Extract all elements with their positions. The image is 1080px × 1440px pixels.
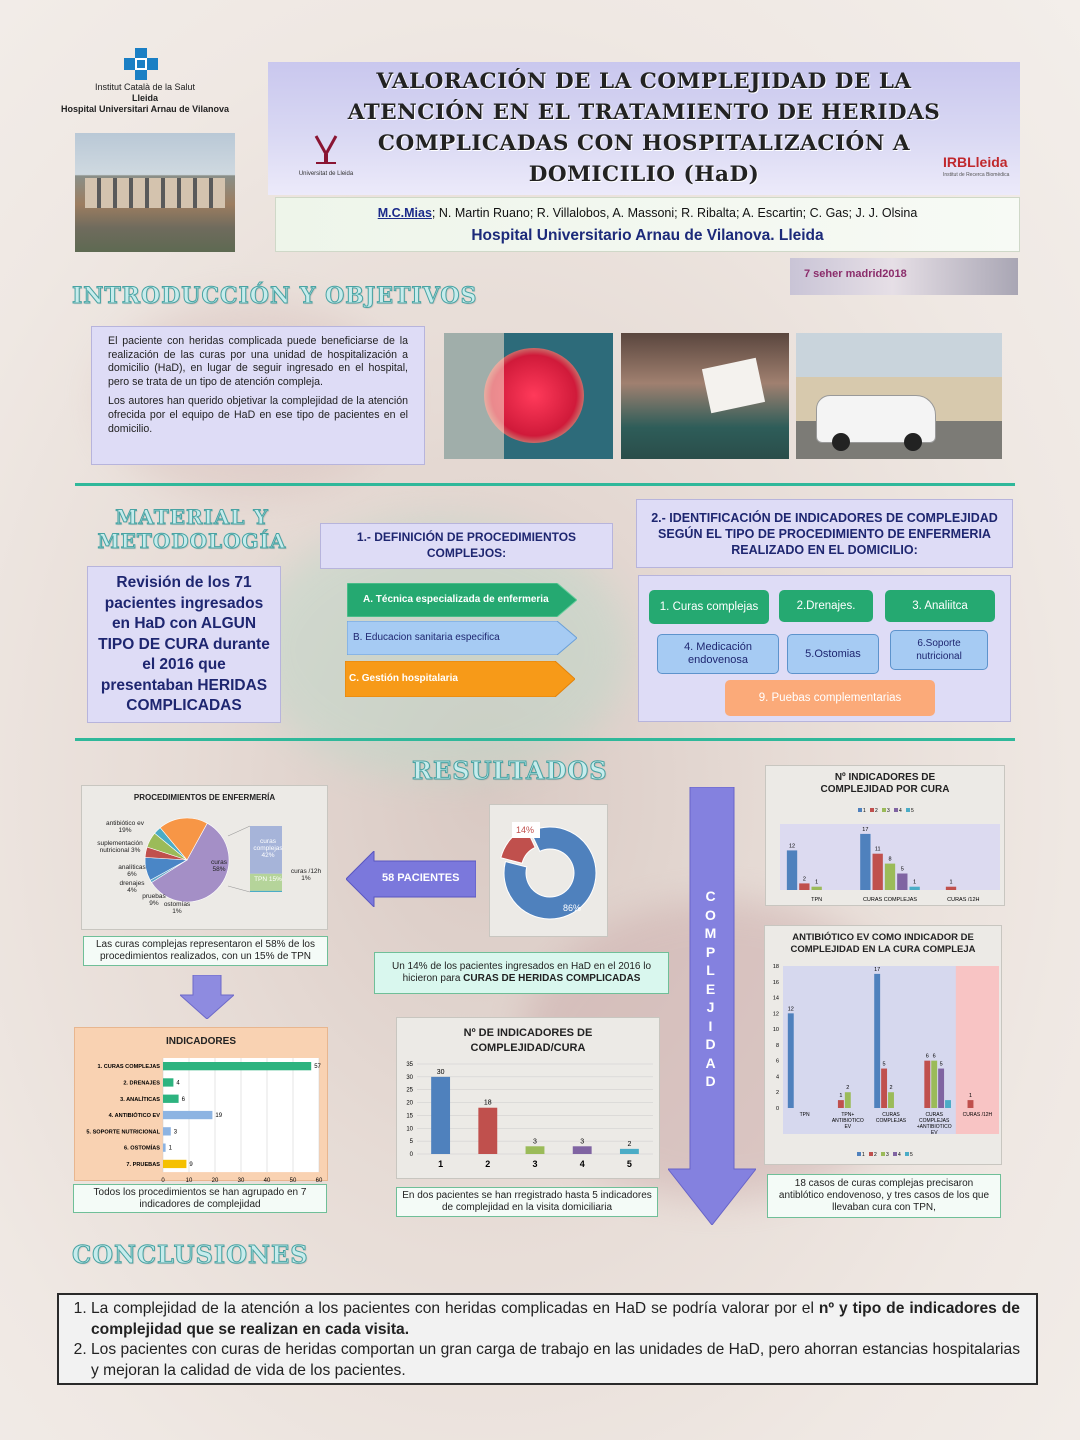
anti-val-1-1: 1	[839, 1093, 843, 1100]
ind-bar-1	[163, 1078, 173, 1086]
congress-logo: 7 seher madrid2018	[790, 258, 1018, 295]
anti-bar-2-0	[874, 974, 880, 1108]
authors-box	[275, 197, 1020, 252]
def-title: 1.- DEFINICIÓN DE PROCEDIMIENTOS COMPLEJOS:	[320, 523, 613, 569]
ncura-cat-0: 1	[438, 1159, 444, 1169]
porcura-val-2-1: 1	[949, 879, 953, 886]
ind-bar-6	[163, 1160, 186, 1168]
caption-anti: 18 casos de curas complejas precisaron antiblótico endovenoso, y tres casos de los que llevaban cura con TPN,	[767, 1174, 1001, 1218]
hospital-photo	[75, 133, 235, 252]
ind-xtick-1: 10	[185, 1178, 193, 1182]
anti-bar-2-1	[881, 1069, 887, 1108]
anti-bar-4-1	[968, 1100, 974, 1108]
anti-ytick-0: 0	[775, 1106, 779, 1112]
anti-highlight	[956, 966, 999, 1134]
anti-legend-swatch-0	[857, 1152, 861, 1156]
complejidad-label: COMPLEJIDAD	[704, 888, 720, 1089]
ind-1: 1. Curas complejas	[649, 590, 769, 624]
indicators-box	[638, 575, 1011, 722]
ncura-ytick-0: 0	[409, 1152, 413, 1158]
anti-ytick-4: 8	[775, 1042, 779, 1049]
ncura-cat-2: 3	[532, 1159, 538, 1169]
anti-ytick-7: 14	[772, 995, 779, 1002]
divider-2	[75, 738, 1015, 741]
poster-title: VALORACIÓN DE LA COMPLEJIDAD DE LA ATENCIÓN EN EL TRATAMIENTO DE HERIDAS COMPLICADAS CON HOSPITALIZACIÓN A DOMICILIO (HaD)	[347, 69, 941, 187]
anti-bar-0-0	[788, 1013, 794, 1108]
anti-cat-3-2: +ANTIBIOTICO	[916, 1124, 952, 1130]
anti-legend-0: 1	[862, 1152, 865, 1158]
wound-photo	[444, 333, 613, 459]
ind-cat-0: 1. CURAS COMPLEJAS	[97, 1064, 160, 1071]
ind-3: 3. Analiitca	[885, 590, 995, 622]
ind-xtick-5: 50	[289, 1178, 297, 1182]
irb-logo: IRBLleida Institut de Recerca Biomèdica	[943, 154, 1010, 178]
anti-val-1-2: 2	[846, 1085, 850, 1092]
porcura-legend-swatch-3	[894, 808, 898, 812]
anti-cat-3-3: EV	[930, 1130, 938, 1136]
porcura-bar-1-4	[909, 887, 919, 890]
ind-bar-3	[163, 1111, 212, 1119]
ncura-cat-3: 4	[579, 1159, 585, 1169]
ncura-val-4: 2	[627, 1140, 632, 1148]
ind-xtick-4: 40	[263, 1178, 271, 1182]
porcura-bar-1-0	[860, 834, 870, 890]
porcura-val-1-1: 11	[874, 846, 881, 853]
donut-label-14: 14%	[516, 825, 535, 835]
anti-val-3-1: 6	[925, 1053, 929, 1060]
ncura-ytick-6: 30	[406, 1074, 413, 1081]
porcura-legend-swatch-0	[858, 808, 862, 812]
porcura-legend-2: 3	[887, 808, 890, 814]
anti-bar-2-2	[888, 1092, 894, 1108]
ind-5: 5.Ostomias	[787, 634, 879, 674]
anti-val-3-2: 6	[932, 1053, 936, 1060]
anti-cat-1-1: ANTIBIOTICO	[831, 1118, 864, 1124]
ncura-bar-3	[573, 1146, 592, 1154]
conclusion-1: 1. La complejidad de la atención a los pacientes con heridas complicadas en HaD se podría valorar por el nº y tipo de indicadores de complejidad que se realizan en cada visita.	[91, 1299, 1020, 1340]
pie-bar-2	[250, 891, 282, 892]
anti-legend-swatch-2	[881, 1152, 885, 1156]
anti-bar-3-4	[945, 1100, 951, 1108]
anti-ytick-6: 12	[772, 1011, 779, 1018]
pacientes-arrow: 58 PACIENTES	[346, 851, 476, 907]
anti-val-3-3: 5	[939, 1061, 943, 1068]
porcura-cat-2: CURAS /12H	[947, 897, 980, 903]
ind-cat-6: 7. PRUEBAS	[126, 1161, 160, 1168]
ncura-val-3: 3	[580, 1138, 585, 1146]
porcura-val-1-4: 1	[913, 879, 917, 886]
ind-val-6: 9	[189, 1161, 193, 1168]
porcura-bar-0-0	[787, 850, 797, 890]
porcura-val-0-0: 12	[788, 843, 796, 850]
anti-ytick-3: 6	[775, 1058, 779, 1065]
ind-cat-5: 6. OSTOMÍAS	[124, 1145, 160, 1152]
ind-bar-2	[163, 1095, 179, 1103]
anti-legend-swatch-1	[869, 1152, 873, 1156]
anti-ytick-5: 10	[772, 1027, 779, 1034]
porcura-legend-swatch-4	[906, 808, 910, 812]
anti-ytick-1: 2	[775, 1090, 779, 1097]
porcura-val-1-0: 17	[862, 826, 869, 833]
porcura-cat-1: CURAS COMPLEJAS	[862, 897, 918, 903]
ind-val-3: 19	[215, 1113, 223, 1120]
anti-cat-2-1: COMPLEJAS	[875, 1118, 907, 1124]
donut-chart	[489, 804, 608, 937]
ncura-ytick-5: 25	[406, 1087, 413, 1094]
ncura-val-1: 18	[483, 1099, 492, 1107]
down-arrow	[180, 975, 234, 1024]
ind-bar-5	[163, 1144, 166, 1152]
divider-1	[75, 483, 1015, 486]
anti-val-2-2: 2	[889, 1085, 893, 1092]
porcura-legend-3: 4	[899, 808, 902, 814]
ind-cat-4: 5. SOPORTE NUTRICIONAL	[86, 1129, 160, 1136]
caption-ncura: En dos pacientes se han rregistrado hasta 5 indicadores de complejidad en la visita domiciliaria	[396, 1187, 658, 1217]
porcura-legend-4: 5	[911, 808, 914, 814]
title-box	[268, 62, 1020, 195]
ics-logo	[124, 48, 158, 80]
ncura-bar-4	[620, 1149, 639, 1154]
anti-bar-3-1	[924, 1061, 930, 1108]
metodo-title: MATERIAL Y METODOLOGÍA	[97, 505, 287, 553]
porcura-bar-1-1	[873, 854, 883, 890]
anti-bar-1-2	[845, 1092, 851, 1108]
porcura-val-1-3: 5	[900, 866, 904, 873]
ncura-val-0: 30	[436, 1068, 445, 1076]
hospital-name: Hospital Universitario Arnau de Vilanova. Lleida	[471, 227, 824, 244]
ncura-chart: Nº DE INDICADORES DE COMPLEJIDAD/CURA 0 5 10 15 20 25 30 35 30 1 18 2 3 3 3 4 2 5	[396, 1017, 660, 1179]
resultados-title: RESULTADOS	[412, 756, 608, 785]
pie-connector-top	[228, 826, 250, 836]
authors: M.C.Mias; N. Martin Ruano; R. Villalobos, A. Massoni; R. Ribalta; A. Escartin; C. Gas; J. J. Olsina	[377, 206, 918, 220]
porcura-bar-1-3	[897, 874, 907, 891]
ind-val-1: 4	[176, 1080, 180, 1087]
porcura-legend-0: 1	[863, 808, 866, 814]
anti-val-4-1: 1	[968, 1093, 973, 1100]
ind-6: 6.Soporte nutricional	[890, 630, 988, 670]
ncura-cat-1: 2	[485, 1159, 491, 1169]
ind-bar-0	[163, 1062, 311, 1070]
porcura-val-0-2: 1	[815, 879, 819, 886]
ncura-cat-4: 5	[626, 1159, 632, 1169]
porcura-bar-1-2	[885, 864, 895, 890]
intro-text: El paciente con heridas complicada puede beneficiarse de la realización de las curas por una unidad de hospitalización a domicilio (HaD), en lugar de seguir ingresado en el hospital, pero se trata de un tipo de atención compleja. Los autores han querido objetivar la complejidad de la atención ofrecida por el equipo de HaD en ese tipo de pacientes en el domicilio.	[91, 326, 425, 465]
intro-title: INTRODUCCIÓN Y OBJETIVOS	[72, 283, 478, 309]
porcura-val-0-1: 2	[802, 876, 806, 883]
arrow-c: C. Gestión hospitalaria	[345, 661, 575, 697]
donut-label-86: 86%	[563, 903, 582, 913]
ind-2: 2.Drenajes.	[779, 590, 873, 622]
ncura-bar-1	[478, 1108, 497, 1154]
car-photo	[796, 333, 1002, 459]
ind-xtick-3: 30	[237, 1178, 245, 1182]
ind-val-4: 3	[173, 1129, 178, 1136]
anti-legend-4: 5	[910, 1152, 913, 1158]
anti-val-2-0: 17	[874, 966, 881, 973]
ncura-ytick-7: 35	[406, 1062, 413, 1068]
anti-bar-3-2	[931, 1061, 937, 1108]
ncura-ytick-1: 5	[409, 1139, 413, 1146]
ncura-ytick-4: 20	[406, 1100, 413, 1107]
anti-val-0-0: 12	[787, 1006, 794, 1013]
id-title: 2.- IDENTIFICACIÓN DE INDICADORES DE COMPLEJIDAD SEGÚN EL TIPO DE PROCEDIMIENTO DE ENFERMERIA REALIZADO EN EL DOMICILIO:	[636, 499, 1013, 568]
anti-ytick-9: 18	[772, 964, 779, 970]
ind-9: 9. Puebas complementarias	[725, 680, 935, 716]
conclusiones-title: CONCLUSIONES	[72, 1240, 309, 1269]
ics-text: Institut Català de la Salut Lleida Hospital Universitari Arnau de Vilanova	[60, 82, 230, 114]
anti-cat-1-0: TPN+	[841, 1112, 855, 1118]
porcura-legend-swatch-2	[882, 808, 886, 812]
anti-legend-swatch-3	[893, 1152, 897, 1156]
bandage-photo	[621, 333, 789, 459]
caption-pie: Las curas complejas representaron el 58% de los procedimientos realizados, con un 15% de TPN	[83, 936, 328, 966]
anti-bar-1-1	[838, 1100, 844, 1108]
porcura-bar-2-1	[946, 887, 956, 890]
arrow-a: A. Técnica especializada de enfermeria	[347, 583, 577, 617]
ind-cat-3: 4. ANTIBIÓTICO EV	[108, 1113, 160, 1120]
porcura-bar-0-2	[812, 887, 822, 890]
anti-cat-3-1: COMPLEJAS	[919, 1118, 950, 1124]
ind-4: 4. Medicación endovenosa	[657, 634, 779, 674]
ind-cat-2: 3. ANALÍTICAS	[120, 1096, 160, 1103]
porcura-legend-1: 2	[875, 808, 878, 814]
complejidad-arrow	[668, 787, 756, 1225]
anti-cat-2-0: CURAS	[882, 1112, 900, 1118]
ncura-ytick-2: 10	[406, 1126, 413, 1133]
anti-ytick-8: 16	[772, 979, 779, 986]
anti-bar-3-3	[938, 1069, 944, 1108]
ind-xtick-6: 60	[315, 1178, 323, 1182]
ncura-val-2: 3	[533, 1138, 537, 1146]
anti-legend-3: 4	[898, 1152, 901, 1158]
porcura-chart: Nº INDICADORES DE COMPLEJIDAD POR CURA 1 2 3 4 5 12 2 1 TPN 17 11 8 5 1 CURAS COMPLEJAS 1 CURAS /12H	[765, 765, 1005, 906]
ind-val-2: 6	[181, 1096, 185, 1103]
ind-val-5: 1	[168, 1145, 172, 1152]
caption-ind: Todos los procedimientos se han agrupado en 7 indicadores de complejidad	[73, 1184, 327, 1213]
anti-legend-swatch-4	[905, 1152, 909, 1156]
porcura-val-1-2: 8	[888, 856, 892, 863]
ncura-bar-2	[526, 1146, 545, 1154]
ind-xtick-2: 20	[211, 1178, 219, 1182]
pie-chart: PROCEDIMIENTOS DE ENFERMERÍA antibiótico ev 19% suplementación nutricional 3% analíticas 6% drenajes 4% pruebas 9% ostomías 1% curas 58% curas complejas 42% TPN 15% curas /12h 1%	[81, 785, 328, 930]
anti-cat-1-2: EV	[844, 1124, 852, 1130]
univ-logo: Universitat de Lleida	[296, 134, 356, 177]
porcura-cat-0: TPN	[811, 897, 823, 903]
anti-legend-1: 2	[874, 1152, 877, 1158]
porcura-legend-swatch-1	[870, 808, 874, 812]
anti-legend-2: 3	[886, 1152, 889, 1158]
caption-donut: Un 14% de los pacientes ingresados en HaD en el 2016 lo hicieron para CURAS DE HERIDAS COMPLICADAS	[374, 952, 669, 994]
pie-connector-bottom	[228, 886, 250, 892]
anti-cat-4-0: CURAS /12H	[962, 1112, 993, 1118]
porcura-bar-0-1	[799, 883, 809, 890]
ind-xtick-0: 0	[161, 1178, 165, 1182]
indicadores-chart: INDICADORES 0 10 20 30 40 50 60 1. CURAS COMPLEJAS 57 2. DRENAJES 4 3. ANALÍTICAS 6 4. ANTIBIÓTICO EV 19 5. SOPORTE NUTRICIONAL 3 6. OSTOMÍAS 1 7. PRUEBAS 9	[74, 1027, 328, 1181]
anti-val-2-1: 5	[882, 1061, 886, 1068]
ind-bar-4	[163, 1127, 171, 1135]
conclusion-2: 2. Los pacientes con curas de heridas comportan un gran carga de trabajo en las unidades de HaD, pero ahorran estancias hospitalarias y mejoran la calidad de vida de los pacientes.	[91, 1340, 1020, 1381]
revision-box: Revisión de los 71 pacientes ingresados en HaD con ALGUN TIPO DE CURA durante el 2016 que presentaban HERIDAS COMPLICADAS	[87, 566, 281, 723]
anti-cat-0-0: TPN	[799, 1112, 810, 1118]
conclusiones-box	[57, 1293, 1038, 1385]
anti-cat-3-0: CURAS	[925, 1112, 943, 1118]
arrow-b: B. Educacion sanitaria especifica	[347, 621, 577, 655]
anti-ytick-2: 4	[775, 1074, 779, 1081]
ind-val-0: 57	[314, 1064, 321, 1071]
antibiotico-chart: ANTIBIÓTICO EV COMO INDICADOR DE COMPLEJIDAD EN LA CURA COMPLEJA 0 2 4 6 8 10 12 14 16 18 12 TPN 1 2 TPN+ ANTIBIOTICO EV 17 5 2 CURAS COMPLEJAS 6 6 5 CURAS COMPLEJAS +ANTIBIOTICO EV 1 CURAS /12H 1 2 3 4 5	[764, 925, 1002, 1165]
ncura-ytick-3: 15	[406, 1113, 413, 1120]
ncura-bar-0	[431, 1077, 450, 1154]
ind-cat-1: 2. DRENAJES	[123, 1080, 160, 1087]
